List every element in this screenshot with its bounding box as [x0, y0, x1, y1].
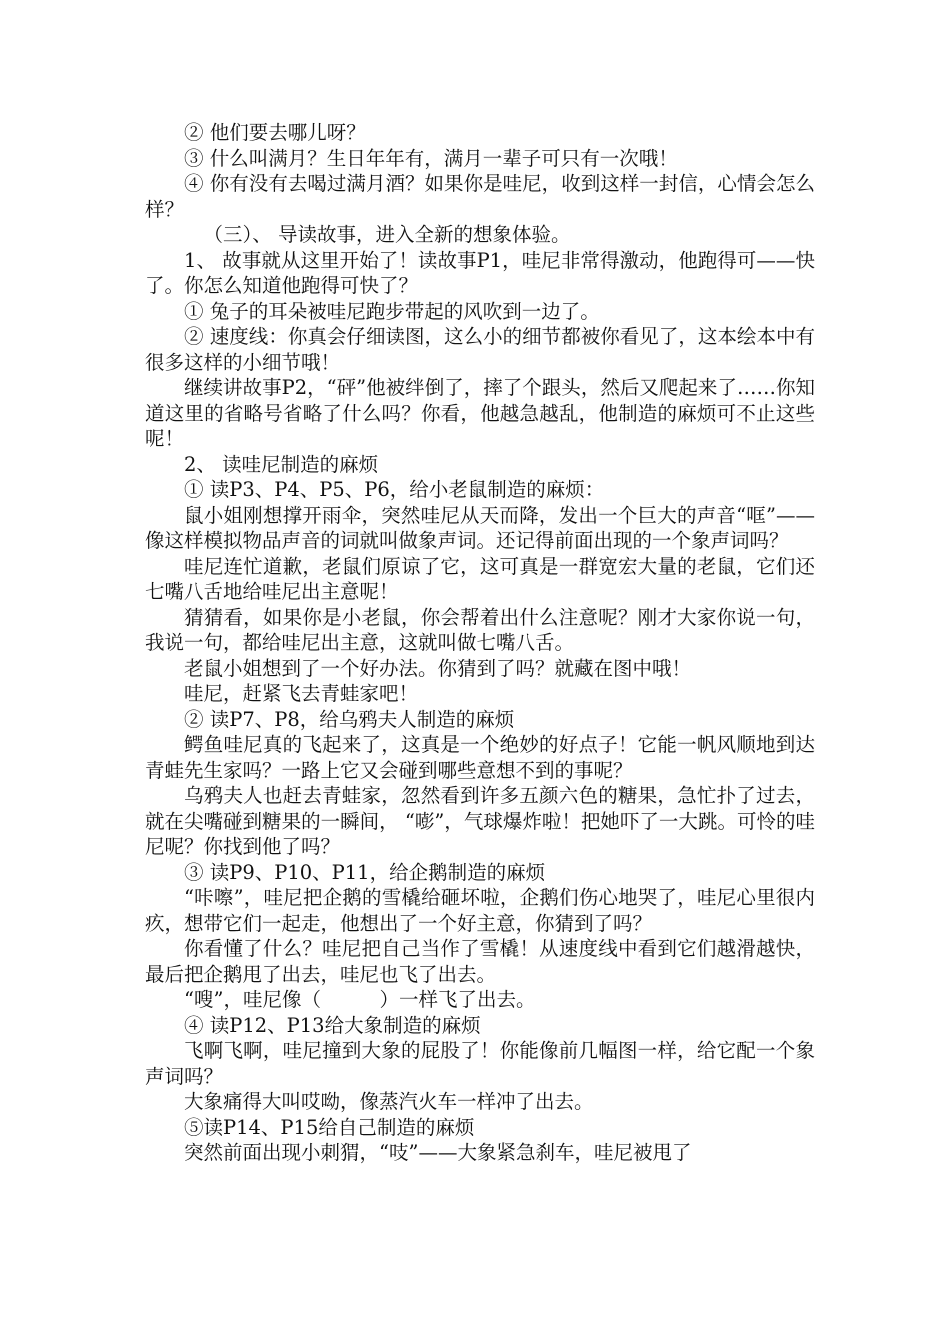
paragraph: 老鼠小姐想到了一个好办法。你猜到了吗？就藏在图中哦！ — [184, 656, 692, 680]
paragraph: ⑤读P14、P15给自己制造的麻烦 — [184, 1115, 475, 1139]
paragraph: 飞啊飞啊，哇尼撞到大象的屁股了！你能像前几幅图一样，给它配一个象声词吗？ — [145, 1039, 815, 1088]
document-body — [145, 120, 815, 1166]
paragraph: ④ 读P12、P13给大象制造的麻烦 — [184, 1013, 481, 1037]
paragraph: 猜猜看，如果你是小老鼠，你会帮着出什么注意呢？刚才大家你说一句，我说一句，都给哇尼出主意，这就叫做七嘴八舌。 — [145, 605, 815, 654]
paragraph: ④ 你有没有去喝过满月酒？如果你是哇尼，收到这样一封信，心情会怎么样？ — [145, 172, 815, 221]
paragraph: ② 读P7、P8，给乌鸦夫人制造的麻烦 — [184, 707, 515, 731]
paragraph: 突然前面出现小刺猬，“吱”——大象紧急刹车，哇尼被甩了 — [184, 1141, 692, 1164]
section-heading: （三）、 导读故事，进入全新的想象体验。 — [203, 223, 571, 246]
paragraph: ③ 什么叫满月？生日年年有，满月一辈子可只有一次哦！ — [184, 146, 678, 170]
paragraph: 乌鸦夫人也赶去青蛙家，忽然看到许多五颜六色的糖果，急忙扑了过去，就在尖嘴碰到糖果的一瞬间， “嘭”，气球爆炸啦！把她吓了一大跳。可怜的哇尼呢？你找到他了吗？ — [145, 784, 815, 858]
paragraph: ③ 读P9、P10、P11，给企鹅制造的麻烦 — [184, 860, 546, 884]
paragraph: ① 读P3、P4、P5、P6，给小老鼠制造的麻烦： — [184, 478, 605, 501]
subsection-heading: 2、 读哇尼制造的麻烦 — [184, 452, 379, 476]
paragraph: 1、 故事就从这里开始了！读故事P1，哇尼非常得激动，他跑得可——快了。你怎么知道他跑得可快了？ — [145, 248, 815, 297]
paragraph: ② 他们要去哪儿呀？ — [184, 121, 366, 144]
paragraph: 鳄鱼哇尼真的飞起来了，这真是一个绝妙的好点子！它能一帆风顺地到达青蛙先生家吗？一路上它又会碰到哪些意想不到的事呢？ — [145, 733, 815, 782]
paragraph: 鼠小姐刚想撑开雨伞，突然哇尼从天而降，发出一个巨大的声音“哐”——像这样模拟物品声音的词就叫做象声词。还记得前面出现的一个象声词吗？ — [145, 503, 815, 552]
paragraph: 大象痛得大叫哎呦，像蒸汽火车一样冲了出去。 — [184, 1090, 594, 1113]
paragraph: 哇尼连忙道歉，老鼠们原谅了它，这可真是一群宽宏大量的老鼠，它们还七嘴八舌地给哇尼出主意呢！ — [145, 554, 815, 603]
paragraph: 哇尼，赶紧飞去青蛙家吧！ — [184, 682, 419, 705]
paragraph: “嗖”，哇尼像（ ）一样飞了出去。 — [184, 988, 536, 1011]
paragraph: 继续讲故事P2，“砰”他被绊倒了，摔了个跟头，然后又爬起来了……你知道这里的省略号省略了什么吗？你看，他越急越乱，他制造的麻烦可不止这些呢！ — [145, 376, 815, 450]
paragraph: “咔嚓”，哇尼把企鹅的雪橇给砸坏啦，企鹅们伤心地哭了，哇尼心里很内疚，想带它们一起走，他想出了一个好主意，你猜到了吗？ — [145, 886, 815, 935]
paragraph: ① 兔子的耳朵被哇尼跑步带起的风吹到一边了。 — [184, 299, 600, 323]
paragraph: 你看懂了什么？哇尼把自己当作了雪橇！从速度线中看到它们越滑越快，最后把企鹅甩了出去，哇尼也飞了出去。 — [145, 937, 815, 986]
paragraph: ② 速度线：你真会仔细读图，这么小的细节都被你看见了，这本绘本中有很多这样的小细节哦！ — [145, 325, 815, 374]
